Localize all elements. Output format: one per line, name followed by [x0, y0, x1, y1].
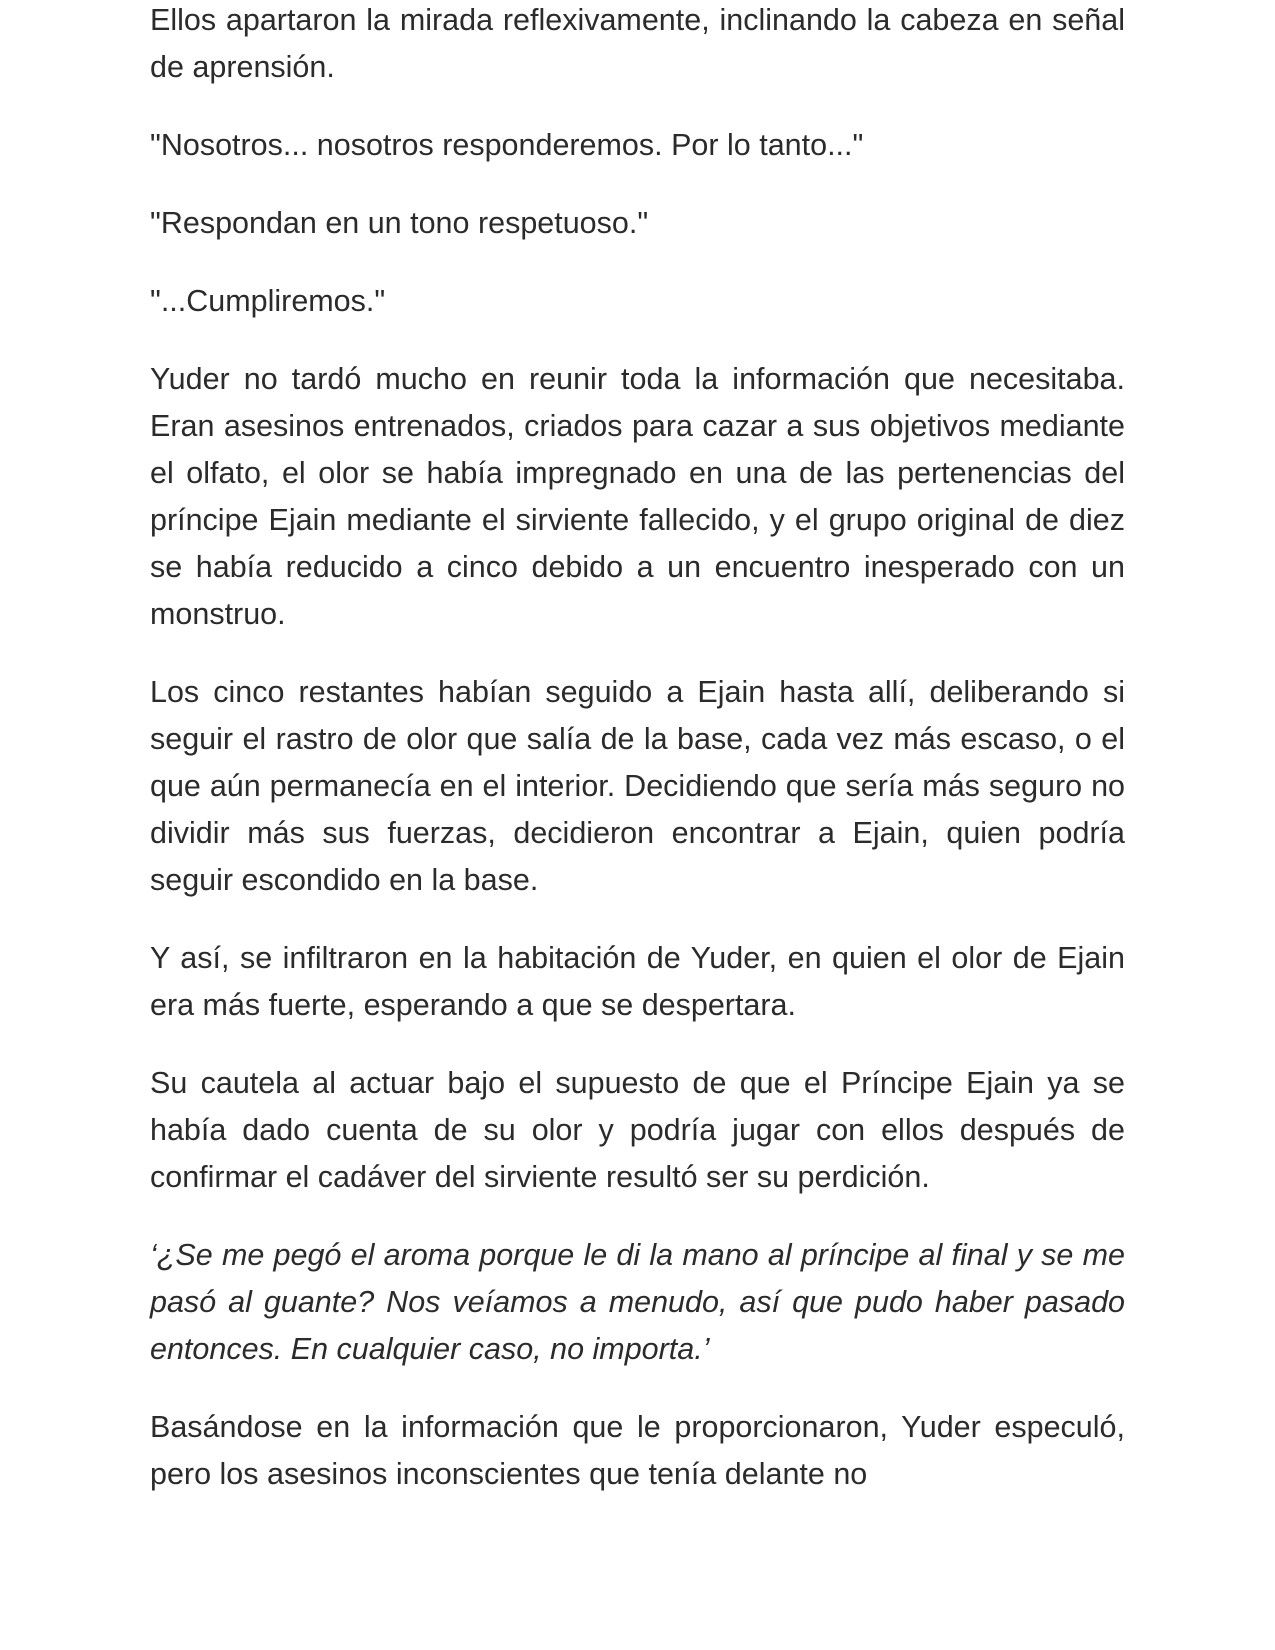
paragraph-10: Basándose en la información que le proporcionaron, Yuder especuló, pero los asesinos inconscientes que tenía delante no — [150, 1410, 1125, 1491]
paragraph-8: Su cautela al actuar bajo el supuesto de que el Príncipe Ejain ya se había dado cuenta de su olor y podría jugar con ellos después de confirmar el cadáver del sirviente resultó ser su perdición. — [150, 1066, 1125, 1194]
paragraph-3: "Respondan en un tono respetuoso." — [150, 206, 649, 240]
paragraph-9-thought: ‘¿Se me pegó el aroma porque le di la mano al príncipe al final y se me pasó al guante? Nos veíamos a menudo, así que pudo haber pasado entonces. En cualquier caso, no importa.’ — [150, 1238, 1125, 1366]
paragraph-7: Y así, se infiltraron en la habitación de Yuder, en quien el olor de Ejain era más fuerte, esperando a que se despertara. — [150, 941, 1125, 1022]
paragraph-4: "...Cumpliremos." — [150, 284, 386, 318]
paragraph-6: Los cinco restantes habían seguido a Ejain hasta allí, deliberando si seguir el rastro de olor que salía de la base, cada vez más escaso, o el que aún permanecía en el interior. Decidiendo que sería más seguro no dividir más sus fuerzas, decidieron encontrar a Ejain, quien podría seguir escondido en la base. — [150, 675, 1125, 897]
paragraph-2: "Nosotros... nosotros responderemos. Por lo tanto..." — [150, 128, 864, 162]
paragraph-1: Ellos apartaron la mirada reflexivamente, inclinando la cabeza en señal de aprensión. — [150, 3, 1125, 84]
document-page — [150, 0, 1125, 1529]
paragraph-5: Yuder no tardó mucho en reunir toda la información que necesitaba. Eran asesinos entrenados, criados para cazar a sus objetivos mediante el olfato, el olor se había impregnado en una de las pertenencias del príncipe Ejain mediante el sirviente fallecido, y el grupo original de diez se había reducido a cinco debido a un encuentro inesperado con un monstruo. — [150, 362, 1125, 631]
